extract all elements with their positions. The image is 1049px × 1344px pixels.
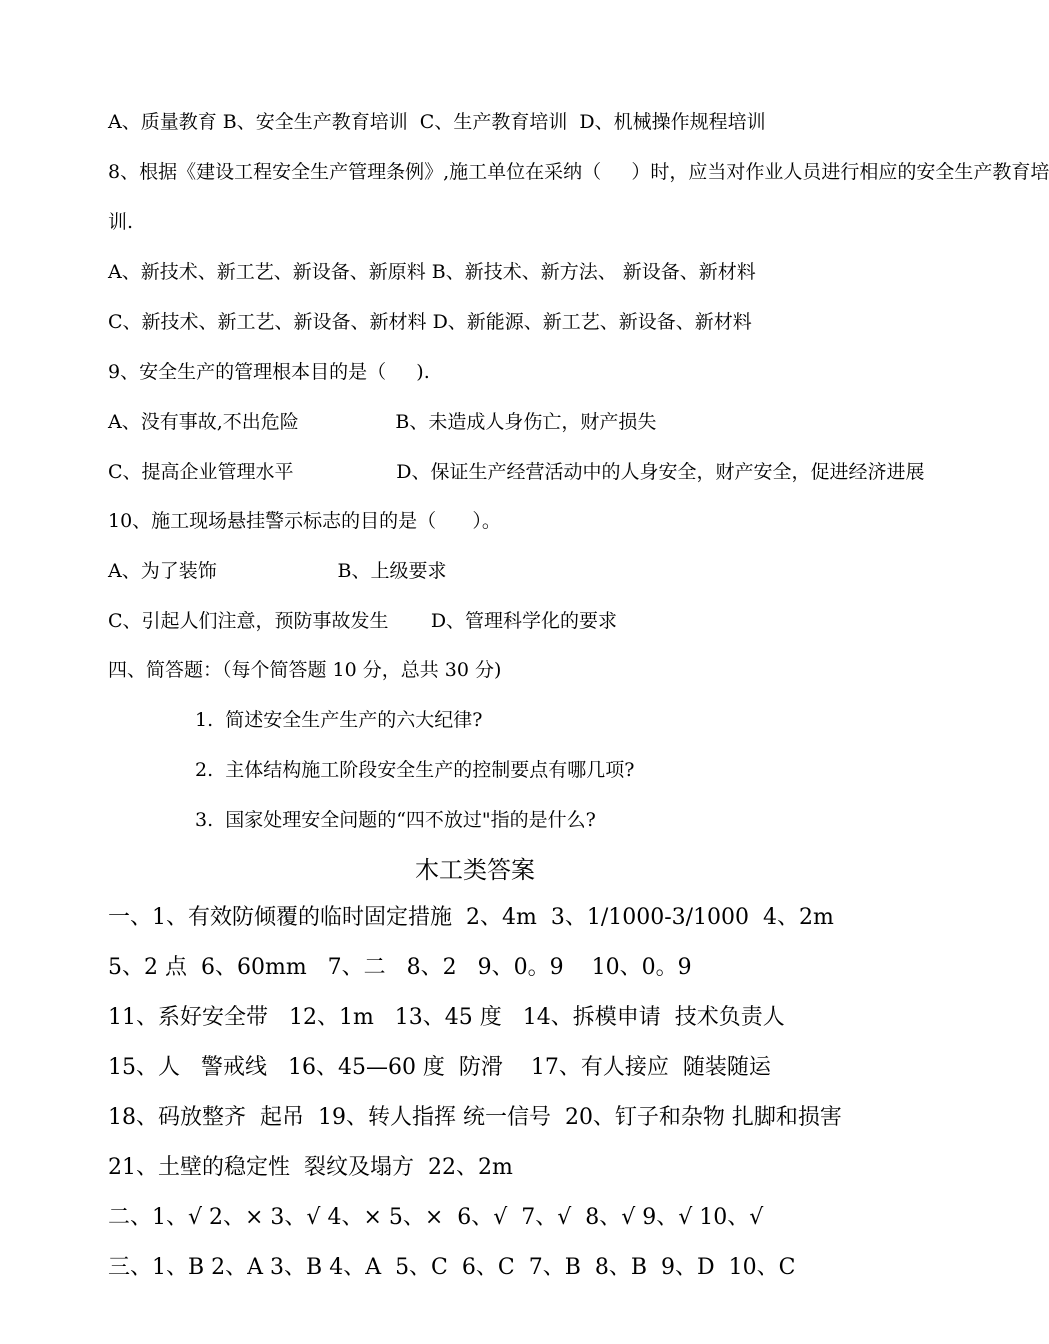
answer-line: 5、2 点 6、60mm 7、二 8、2 9、0。9 10、0。9 xyxy=(108,955,692,980)
question-text: C、新技术、新工艺、新设备、新材料 D、新能源、新工艺、新设备、新材料 xyxy=(108,311,752,333)
question-text: C、提高企业管理水平 D、保证生产经营活动中的人身安全，财产安全，促进经济进展 xyxy=(108,461,925,483)
answer-line: 21、土壁的稳定性 裂纹及塌方 22、2m xyxy=(108,1155,513,1180)
question-text: 8、根据《建设工程安全生产管理条例》,施工单位在采纳（ ）时，应当对作业人员进行相应的安全生产教育培 xyxy=(108,161,1049,183)
question-text: A、质量教育 B、安全生产教育培训 C、生产教育培训 D、机械操作规程培训 xyxy=(108,111,766,133)
answer-line: 一、1、有效防倾覆的临时固定措施 2、4m 3、1/1000-3/1000 4、2m xyxy=(108,905,834,930)
answer-line: 二、1、√ 2、× 3、√ 4、× 5、× 6、√ 7、√ 8、√ 9、√ 10、√ xyxy=(108,1205,764,1230)
answer-line: 18、码放整齐 起吊 19、转人指挥 统一信号 20、钉子和杂物 扎脚和损害 xyxy=(108,1105,842,1130)
question-text: A、没有事故,不出危险 B、未造成人身伤亡，财产损失 xyxy=(108,411,657,433)
short-answer-question: 1. 简述安全生产生产的六大纪律? xyxy=(195,709,483,731)
answer-line: 11、系好安全带 12、1m 13、45 度 14、拆模申请 技术负责人 xyxy=(108,1005,785,1030)
short-answer-question: 2. 主体结构施工阶段安全生产的控制要点有哪几项? xyxy=(195,759,635,781)
question-text: 训. xyxy=(108,211,134,233)
question-text: 10、施工现场悬挂警示标志的目的是（ ）。 xyxy=(108,510,501,532)
answer-line: 15、人 警戒线 16、45—60 度 防滑 17、有人接应 随装随运 xyxy=(108,1055,771,1080)
question-text: C、引起人们注意，预防事故发生 D、管理科学化的要求 xyxy=(108,610,618,632)
answer-key-title: 木工类答案 xyxy=(415,856,535,884)
question-text: 9、安全生产的管理根本目的是（ ). xyxy=(108,361,430,383)
short-answer-question: 3. 国家处理安全问题的“四不放过"指的是什么? xyxy=(195,809,596,831)
section-heading: 四、简答题：（每个简答题 10 分，总共 30 分) xyxy=(108,659,502,681)
question-text: A、新技术、新工艺、新设备、新原料 B、新技术、新方法、 新设备、新材料 xyxy=(108,261,756,283)
answer-line: 三、1、B 2、A 3、B 4、A 5、C 6、C 7、B 8、B 9、D 10、C xyxy=(108,1255,796,1280)
question-text: A、为了装饰 B、上级要求 xyxy=(108,560,447,582)
